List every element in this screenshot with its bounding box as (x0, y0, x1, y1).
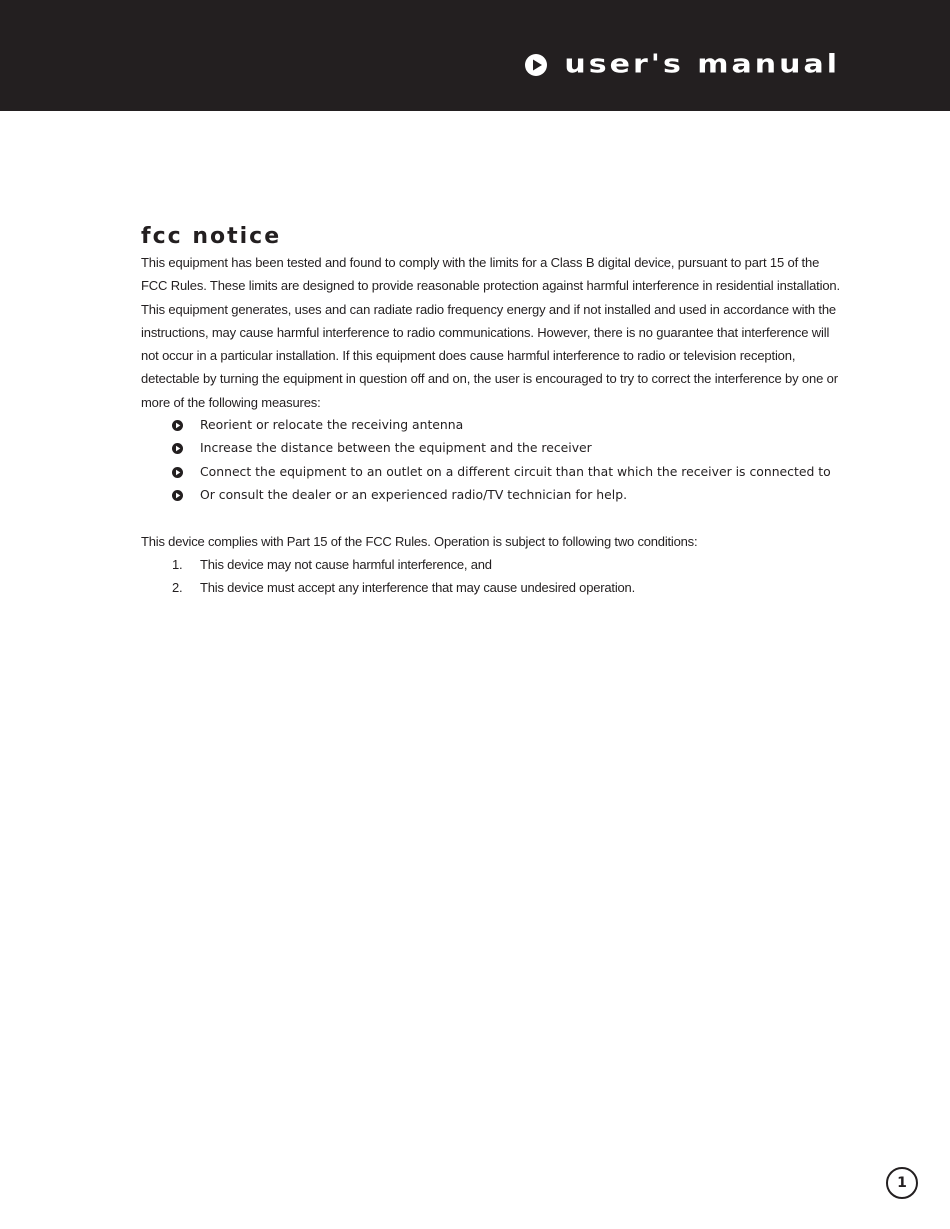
measure-text: Increase the distance between the equipment and the receiver (200, 440, 592, 456)
list-item (172, 576, 635, 599)
condition-text: This device may not cause harmful interference, and (200, 557, 492, 573)
condition-number: 2. (172, 580, 183, 596)
list-item (172, 553, 635, 576)
condition-number: 1. (172, 557, 183, 573)
play-circle-icon (524, 53, 548, 77)
manual-title: user's manual (564, 49, 840, 80)
list-item (172, 483, 831, 506)
page-number-badge (886, 1167, 918, 1199)
play-bullet-icon (172, 442, 183, 453)
page-number: 1 (897, 1175, 907, 1191)
measure-text: Reorient or relocate the receiving antenna (200, 417, 464, 433)
compliance-statement: This device complies with Part 15 of the FCC Rules. Operation is subject to following two conditions: (141, 534, 698, 549)
header-band (0, 0, 950, 111)
intro-paragraph: This equipment has been tested and found to comply with the limits for a Class B digital device, pursuant to part 15 of the FCC Rules. These limits are designed to provide reasonable protection against harmful interference in residential installation. This equipment generates, uses and can radiate radio frequency energy and if not installed and used in accordance with the instructions, may cause harmful interference to radio communications. However, there is no guarantee that interference will not occur in a particular installation. If this equipment does cause harmful interference to radio or television reception, detectable by turning the equipment in question off and on, the user is encouraged to try to correct the interference by one or more of the following measures: (141, 255, 840, 410)
conditions-list (172, 553, 635, 600)
list-item (172, 436, 831, 459)
header-title-group (524, 47, 840, 83)
play-bullet-icon (172, 419, 183, 430)
condition-text: This device must accept any interference that may cause undesired operation. (200, 580, 635, 596)
play-bullet-icon (172, 489, 183, 500)
list-item (172, 460, 831, 483)
measure-text: Or consult the dealer or an experienced radio/TV technician for help. (200, 487, 628, 503)
measure-text: Connect the equipment to an outlet on a different circuit than that which the receiver is connected to (200, 463, 831, 479)
play-bullet-icon (172, 466, 183, 477)
list-item (172, 413, 831, 436)
section-heading: fcc notice (141, 224, 282, 249)
measures-list (172, 413, 831, 506)
